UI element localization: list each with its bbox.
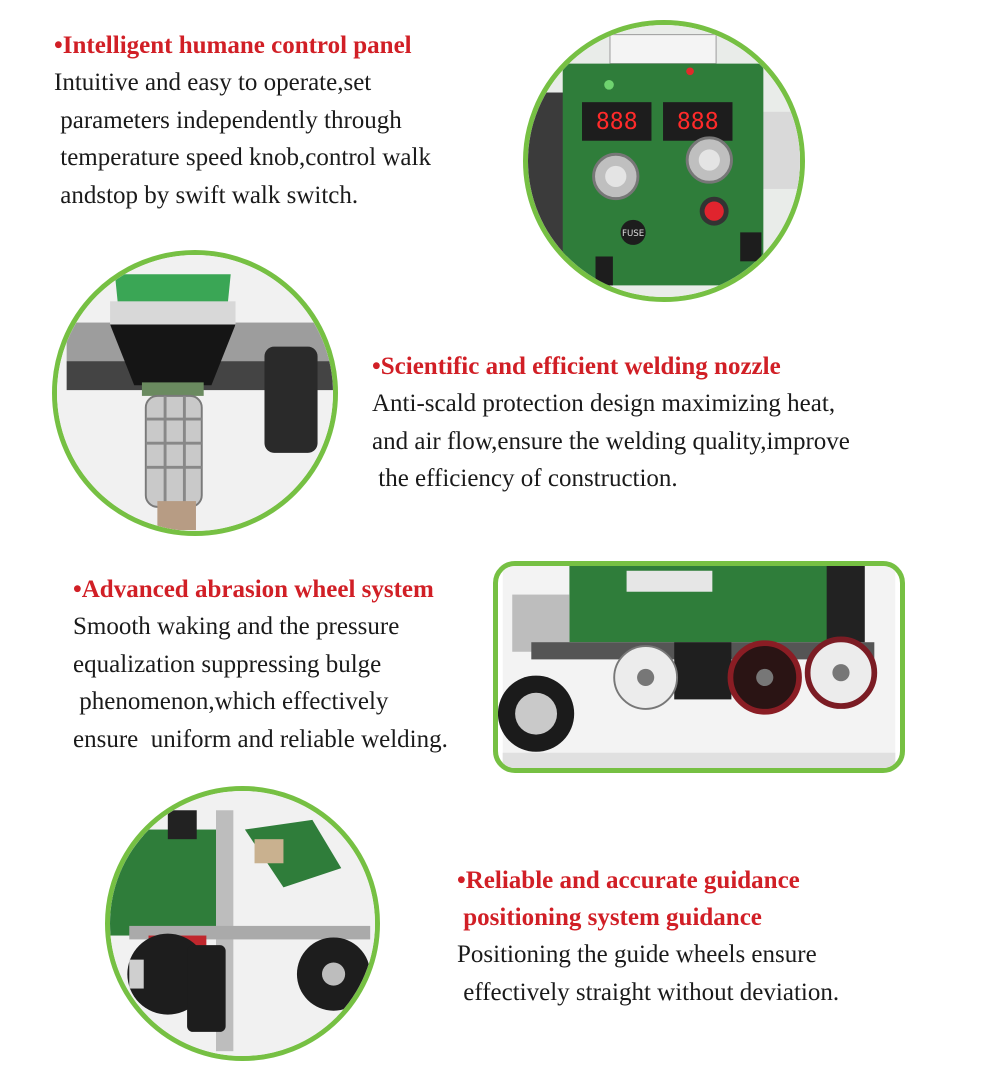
section-2-line-2: and air flow,ensure the welding quality,improve xyxy=(372,427,850,455)
svg-text:888: 888 xyxy=(595,109,638,136)
section-3-line-3: phenomenon,which effectively xyxy=(73,688,389,715)
fuse-label: FUSE xyxy=(621,229,645,240)
section-3-line-4: ensure uniform and reliable welding. xyxy=(73,725,448,753)
section-3-text xyxy=(73,571,448,758)
abrasion-wheel-photo xyxy=(493,561,905,773)
section-1-text xyxy=(54,27,431,214)
section-1-line-1: Intuitive and easy to operate,set xyxy=(54,69,372,96)
guide-wheel-illustration xyxy=(110,791,375,1056)
section-1-line-2: parameters independently through xyxy=(54,106,402,134)
section-3-title: •Advanced abrasion wheel system xyxy=(73,576,434,603)
section-1-line-3: temperature speed knob,control walk xyxy=(54,144,431,171)
guide-wheel-photo xyxy=(105,786,380,1061)
section-3-line-2: equalization suppressing bulge xyxy=(73,650,382,678)
section-2-line-1: Anti-scald protection design maximizing heat, xyxy=(372,390,836,417)
section-2-title: •Scientific and efficient welding nozzle xyxy=(372,353,781,380)
welding-nozzle-photo xyxy=(52,250,338,536)
control-panel-photo xyxy=(523,20,805,302)
section-3-line-1: Smooth waking and the pressure xyxy=(73,613,400,640)
control-panel-illustration xyxy=(528,25,800,297)
svg-text:888: 888 xyxy=(676,109,719,136)
section-1-line-4: andstop by swift walk switch. xyxy=(54,181,359,209)
section-2-line-3: the efficiency of construction. xyxy=(372,465,678,492)
section-4-text xyxy=(457,862,839,1011)
welding-nozzle-illustration xyxy=(57,255,333,531)
section-1-title: •Intelligent humane control panel xyxy=(54,32,412,59)
section-2-text xyxy=(372,348,850,498)
section-4-title-line-2: positioning system guidance xyxy=(457,904,762,931)
section-4-title-line-1: •Reliable and accurate guidance xyxy=(457,867,800,894)
section-4-line-2: effectively straight without deviation. xyxy=(457,978,840,1006)
abrasion-wheel-illustration xyxy=(498,566,900,768)
section-4-line-1: Positioning the guide wheels ensure xyxy=(457,941,817,968)
